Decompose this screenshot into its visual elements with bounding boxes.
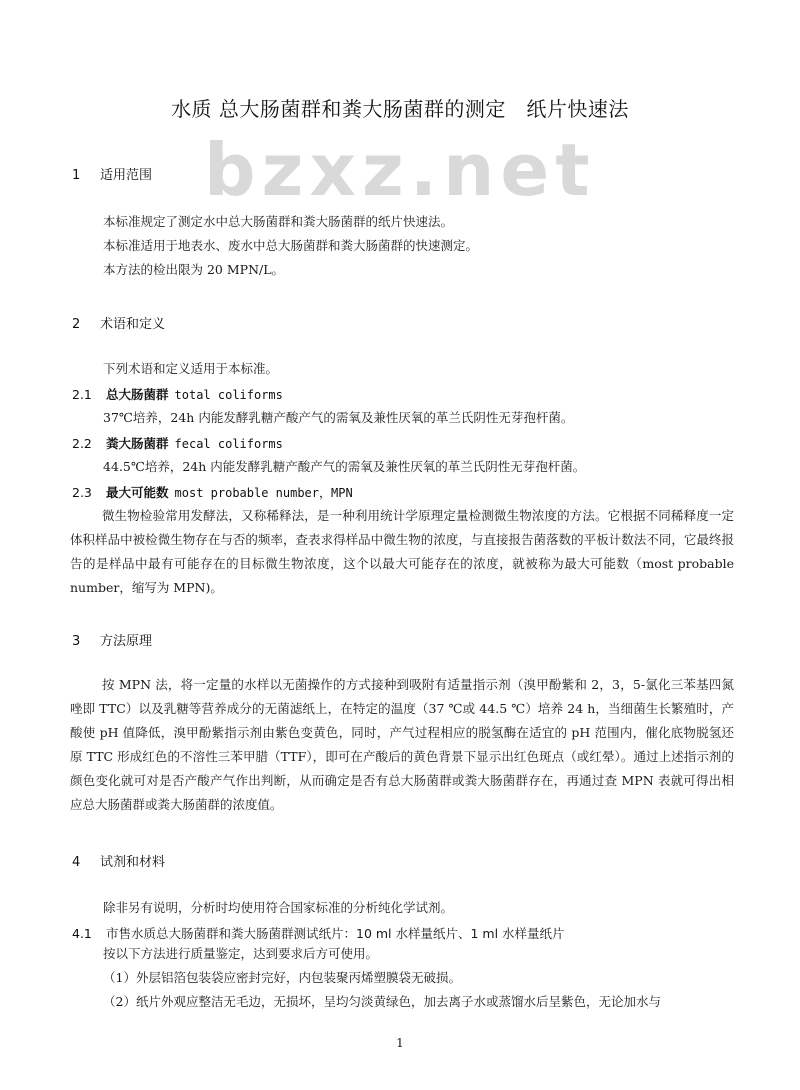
term-2-1-name: 总大肠菌群 xyxy=(106,387,169,402)
section-2-number: 2 xyxy=(72,317,81,332)
term-2-3-definition: 微生物检验常用发酵法，又称稀释法，是一种利用统计学原理定量检测微生物浓度的方法。它根据不同稀释度一定体积样品中被检微生物存在与否的频率，查表求得样品中微生物的浓度，与直接报告菌落数的平板计数法不同，它最终报告的是样品中最有可能存在的目标微生物浓度，这个以最大可能存在的浓度，就被称为最大可能数（most probable number，缩写为 MPN)。 xyxy=(70,508,734,595)
term-2-2-number: 2.2 xyxy=(72,436,92,451)
term-2-1-definition: 37℃培养，24h 内能发酵乳糖产酸产气的需氧及兼性厌氧的革兰氏阴性无芽孢杆菌。 xyxy=(103,410,574,425)
term-2-2-english: fecal coliforms xyxy=(174,437,283,451)
section-1-title: 适用范围 xyxy=(100,168,153,183)
document-title: 水质 总大肠菌群和粪大肠菌群的测定 纸片快速法 xyxy=(171,97,629,121)
term-2-3-number: 2.3 xyxy=(72,485,92,500)
term-2-3-heading xyxy=(72,483,353,501)
section-4-heading xyxy=(72,851,165,870)
page-number: 1 xyxy=(396,1036,404,1050)
item-4-1-check-2: （2）纸片外观应整洁无毛边，无损坏，呈均匀淡黄绿色，加去离子水或蒸馏水后呈紫色，无论加水与 xyxy=(103,994,661,1009)
section-2-heading xyxy=(72,313,165,332)
section-1-line-2: 本标准适用于地表水、废水中总大肠菌群和粪大肠菌群的快速测定。 xyxy=(103,238,479,253)
section-3-title: 方法原理 xyxy=(100,634,153,649)
item-4-1-sub: 按以下方法进行质量鉴定，达到要求后方可使用。 xyxy=(103,946,379,961)
term-2-3-english: most probable number，MPN xyxy=(174,486,353,500)
term-2-2-name: 粪大肠菌群 xyxy=(106,436,169,451)
section-3-number: 3 xyxy=(72,634,81,649)
section-4-intro: 除非另有说明，分析时均使用符合国家标准的分析纯化学试剂。 xyxy=(103,900,454,915)
section-4-title: 试剂和材料 xyxy=(100,855,166,870)
term-2-1-number: 2.1 xyxy=(72,387,92,402)
section-3-heading xyxy=(72,630,152,649)
term-2-3-name: 最大可能数 xyxy=(106,485,169,500)
item-4-1-number: 4.1 xyxy=(72,926,92,941)
term-2-2-heading xyxy=(72,434,283,452)
term-2-2-definition: 44.5℃培养，24h 内能发酵乳糖产酸产气的需氧及兼性厌氧的革兰氏阴性无芽孢杆菌。 xyxy=(103,459,586,474)
term-2-1-heading xyxy=(72,385,283,403)
section-3-text: 按 MPN 法，将一定量的水样以无菌操作的方式接种到吸附有适量指示剂（溴甲酚紫和 2，3，5-氯化三苯基四氮唑即 TTC）以及乳糖等营养成分的无菌滤纸上，在特定的温度（37 ℃或 44.5 ℃）培养 24 h，当细菌生长繁殖时，产酸使 pH 值降低，溴甲酚紫指示剂由紫色变黄色，同时，产气过程相应的脱氢酶在适宜的 pH 范围内，催化底物脱氢还原 TTC 形成红色的不溶性三苯甲腊（TTF），即可在产酸后的黄色背景下显示出红色斑点（或红晕）。通过上述指示剂的颜色变化就可对是否产酸产气作出判断，从而确定是否有总大肠菌群或粪大肠菌群存在，再通过查 MPN 表就可得出相应总大肠菌群或粪大肠菌群的浓度值。 xyxy=(70,677,734,812)
section-2-intro: 下列术语和定义适用于本标准。 xyxy=(103,361,279,376)
section-4-number: 4 xyxy=(72,855,81,870)
watermark: bzxz.net xyxy=(204,128,596,212)
section-1-number: 1 xyxy=(72,168,81,183)
section-2-title: 术语和定义 xyxy=(100,317,166,332)
term-2-1-english: total coliforms xyxy=(174,388,283,402)
item-4-1-text: 市售水质总大肠菌群和粪大肠菌群测试纸片：10 ml 水样量纸片、1 ml 水样量纸片 xyxy=(106,926,565,941)
item-4-1-check-1: （1）外层铝箔包装袋应密封完好，内包装聚丙烯塑膜袋无破损。 xyxy=(103,970,461,985)
section-1-line-1: 本标准规定了测定水中总大肠菌群和粪大肠菌群的纸片快速法。 xyxy=(103,214,454,229)
section-1-heading xyxy=(72,164,152,183)
section-1-line-3: 本方法的检出限为 20 MPN/L。 xyxy=(103,262,285,277)
